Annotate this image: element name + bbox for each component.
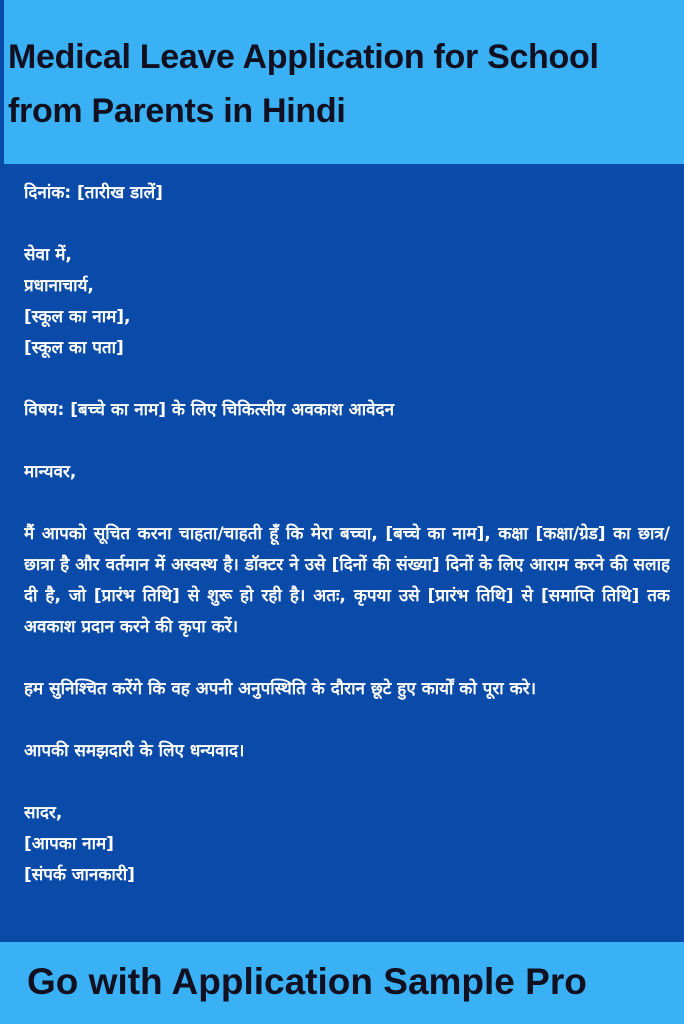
letter-salutation: मान्यवर, [24,462,77,482]
spacer [24,705,670,736]
spacer [24,767,670,798]
letter-body [24,178,670,942]
letter-date: दिनांक: [तारीख डालें] [24,183,163,203]
letter-sender-name: [आपका नाम] [24,834,114,854]
letter-closing: सादर, [24,803,63,823]
footer-banner [0,942,684,1024]
letter-thanks: आपकी समझदारी के लिए धन्यवाद। [24,741,245,761]
letter-contact-info: [संपर्क जानकारी] [24,865,135,885]
letter-school-name: [स्कूल का नाम], [24,307,131,327]
footer-brand-text: Go with Application Sample Pro [27,961,587,1002]
letter-subject: विषय: [बच्चे का नाम] के लिए चिकित्सीय अवकाश आवेदन [24,400,395,420]
spacer [24,209,670,240]
spacer [24,488,670,519]
spacer [24,643,670,674]
spacer [24,364,670,395]
page-title: Medical Leave Application for School from Parents in Hindi [8,38,599,130]
letter-body-paragraph: हम सुनिश्चित करेंगे कि वह अपनी अनुपस्थिति के दौरान छूटे हुए कार्यों को पूरा करे। [24,679,537,699]
spacer [24,426,670,457]
letter-body-paragraph: मैं आपको सूचित करना चाहता/चाहती हूँ कि मेरा बच्चा, [बच्चे का नाम], कक्षा [कक्षा/ग्रेड] का छात्र/छात्रा है और वर्तमान में अस्वस्थ है। डॉक्टर ने उसे [दिनों की संख्या] दिनों के लिए आराम करने की सलाह दी है, जो [प्रारंभ तिथि] से शुरू हो रही है। अतः, कृपया उसे [प्रारंभ तिथि] से [समाप्ति तिथि] तक अवकाश प्रदान करने की कृपा करें। [24,524,670,637]
title-banner [0,0,684,164]
letter-recipient: प्रधानाचार्य, [24,276,94,296]
letter-school-address: [स्कूल का पता] [24,338,124,358]
letter-to-line: सेवा में, [24,245,72,265]
